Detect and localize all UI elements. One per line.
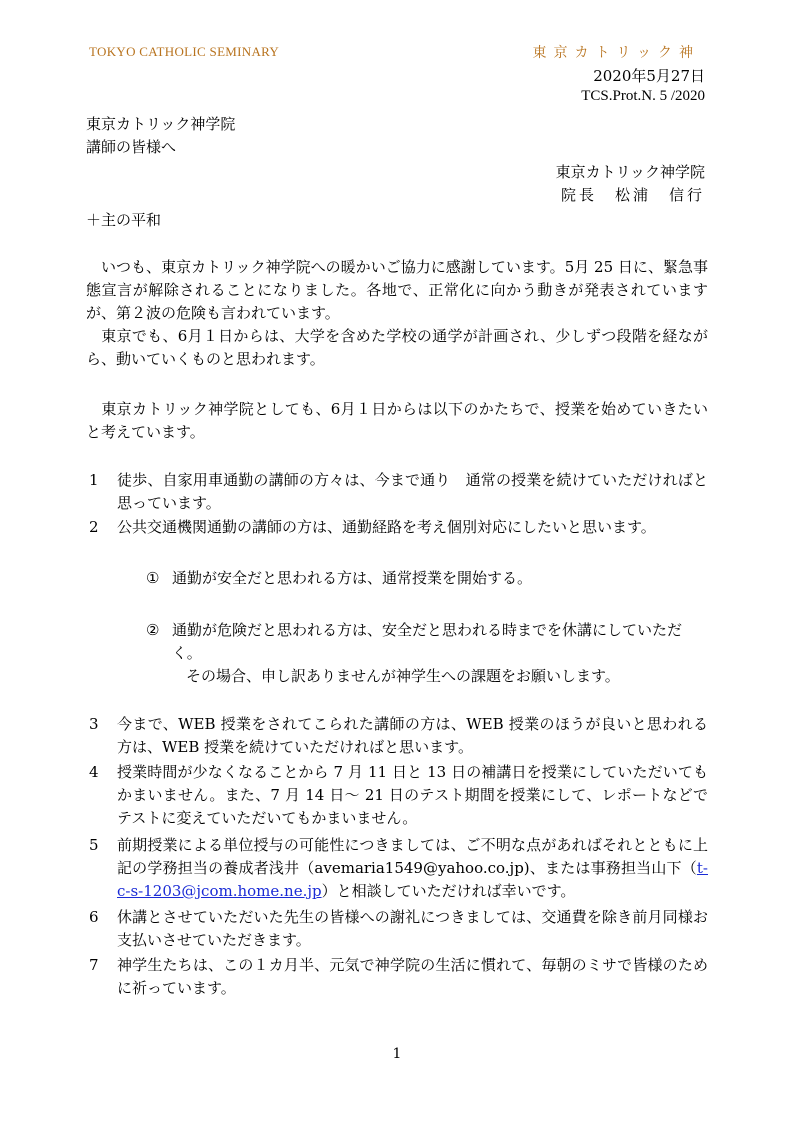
paragraph-tokyo: 東京でも、6月１日からは、大学を含めた学校の通学が計画され、少しずつ段階を経ながら、動いていくものと思われます。 [86, 327, 708, 368]
header-org-japanese: 東京カトリック神 [532, 46, 700, 61]
list-item-text [117, 834, 708, 903]
sub-item [146, 619, 708, 665]
list-item [86, 713, 708, 759]
list-item [86, 469, 708, 515]
list-item-number: 4 [89, 763, 99, 781]
header-org-english: TOKYO CATHOLIC SEMINARY [89, 44, 280, 59]
list-item-text: 授業時間が少なくなることから 7 月 11 日と 13 日の補講日を授業にしていただいてもかまいません。また、7 月 14 日～ 21 日のテスト期間を授業にして、レポートなどでテストに変えていただいてもかまいません。 [117, 763, 708, 827]
list-item [86, 954, 708, 1000]
protocol-number: TCS.Prot.N. 5 /2020 [581, 88, 705, 104]
sub-item-text: 通勤が危険だと思われる方は、安全だと思われる時までを休講にしていただく。 [172, 621, 683, 662]
sender-organization: 東京カトリック神学院 [555, 163, 705, 181]
list-item-text: 徒歩、自家用車通勤の講師の方々は、今まで通り 通常の授業を続けていただければと思っています。 [117, 471, 708, 512]
sender-name: 院長 松浦 信行 [560, 186, 705, 204]
list-item-number: 5 [89, 836, 99, 854]
list-item-text: 休講とさせていただいた先生の皆様への謝礼につきましては、交通費を除き前月同様お支払いさせていただきます。 [117, 908, 708, 949]
document-date: 2020年5月27日 [593, 67, 705, 85]
addressee-recipients: 講師の皆様へ [86, 138, 177, 156]
list-item-number: 6 [89, 908, 99, 926]
list-item-text: 神学生たちは、この１カ月半、元気で神学院の生活に慣れて、毎朝のミサで皆様のために祈っています。 [117, 956, 708, 997]
sub-item-marker: ① [146, 569, 160, 587]
paragraph-intro: いつも、東京カトリック神学院への暖かいご協力に感謝しています。5月 25 日に、緊急事態宣言が解除されることになりました。各地で、正常化に向かう動きが発表されていますが、第２波の危険も言われています。 [86, 258, 708, 322]
paragraph-plan: 東京カトリック神学院としても、6月１日からは以下のかたちで、授業を始めていきたいと考えています。 [86, 400, 708, 441]
sub-item [146, 567, 708, 590]
list-item-number: 3 [89, 715, 99, 733]
contact-text-after: ）と相談していただければ幸いです。 [321, 882, 576, 900]
page-number: 1 [392, 1046, 402, 1062]
list-item-number: 1 [89, 471, 99, 489]
sub-item-marker: ② [146, 621, 160, 639]
list-item-number: 7 [89, 956, 99, 974]
list-item-text: 今まで、WEB 授業をされてこられた講師の方は、WEB 授業のほうが良いと思われる方は、WEB 授業を続けていただければと思います。 [117, 715, 708, 756]
contact-text-before: 前期授業による単位授与の可能性につきましては、ご不明な点があればそれとともに上記の学務担当の養成者浅井（avemaria1549@yahoo.co.jp)、または事務担当山下（ [117, 836, 708, 877]
list-item [86, 834, 708, 903]
greeting: ＋主の平和 [86, 211, 162, 229]
list-item-number: 2 [89, 518, 99, 536]
list-item [86, 516, 708, 539]
list-item [86, 906, 708, 952]
sub-item-note: その場合、申し訳ありませんが神学生への課題をお願いします。 [186, 667, 620, 685]
list-item-text: 公共交通機関通勤の講師の方は、通勤経路を考え個別対応にしたいと思います。 [117, 518, 656, 536]
list-item [86, 761, 708, 830]
email-link[interactable]: t-c-s-1203@jcom.home.ne.jp [117, 859, 708, 900]
addressee-organization: 東京カトリック神学院 [86, 115, 236, 133]
sub-item-text: 通勤が安全だと思われる方は、通常授業を開始する。 [172, 569, 533, 587]
